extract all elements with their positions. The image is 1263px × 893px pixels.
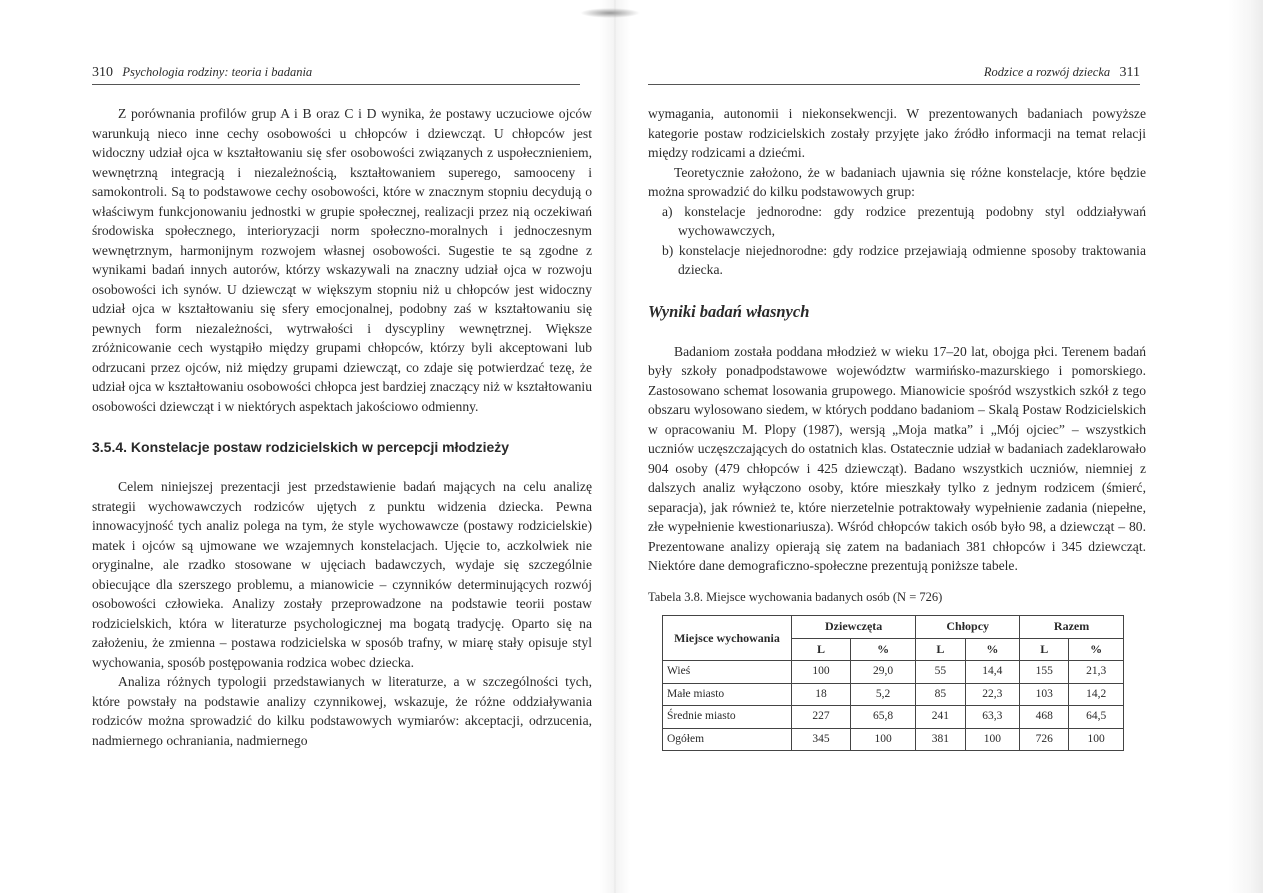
table-corner-header: Miejsce wychowania [663, 616, 792, 661]
subsection-heading: Wyniki badań własnych [648, 301, 810, 321]
scan-gutter-shadow [600, 0, 630, 893]
paragraph: Z porównania profilów grup A i B oraz C i D wynika, że postawy uczuciowe ojców warunkują nieco inne cechy osobowości u chłopców i dziewcząt. U chłopców jest widoczny udział ojca w kształtowaniu się sfer osobowości związanych z uspołecznieniem, wewnętrzną integracją i niezależnością, kształtowaniem superego, samooceny i samokontroli. Są to podstawowe cechy osobowości, które w znacznym stopniu decydują o właściwym funkcjonowaniu jednostki w grupie społecznej, realizacji przez nią oczekiwań środowiska społecznego, interioryzacji norm społeczno-moralnych i jednoczesnym wewnętrznym, harmonijnym rozwojem własnej osobowości. Sugestie te są zgodne z wynikami badań innych autorów, którzy wskazywali na znaczny udział ojca w rozwoju osobowości ich synów. U dziewcząt w większym stopniu niż u chłopców jest widoczny udział ojca w kształtowaniu się sfery emocjonalnej, podobny zaś w kształtowaniu się pewnych form niezależności, wytrwałości i dyscypliny wewnętrznej. Większe zróżnicowanie cech wystąpiło między grupami chłopców, którzy byli akceptowani lub odrzucani przez ojców, niż między grupami dziewcząt, co zdaje się potwierdzać tezę, że udział ojca w kształtowaniu osobowości chłopca jest bardziej znaczący niż w kształtowaniu osobowości dziewcząt i w niektórych aspektach jakościowo odmienny. [92, 106, 592, 414]
table-row-label: Małe miasto [663, 683, 792, 706]
table-row-label: Średnie miasto [663, 706, 792, 729]
table-group-header: Dziewczęta [792, 616, 916, 639]
constellation-list [648, 202, 1146, 280]
table-cell: 63,3 [965, 706, 1020, 729]
left-page-body [92, 104, 592, 750]
paragraph: Badaniom została poddana młodzież w wieku 17–20 lat, obojga płci. Terenem badań były szkoły ponadpodstawowe województw warmińsko-mazurskiego i pomorskiego. Zastosowano schemat losowania grupowego. Mianowicie spośród wszystkich szkół z tego obszaru wylosowano siedem, w których poddano badaniom – Skalą Postaw Rodzicielskich w opracowaniu M. Plopy (1987), wersją „Moja matka” i „Mój ojciec” – wszystkich uczniów uczęszczających do ostatnich klas. Ostatecznie udział w badaniach zadeklarowało 904 osoby (479 chłopców i 425 dziewcząt). Badano wszystkich uczniów, niemniej z dalszych analiz wyłączono osoby, które mieszkały tylko z jednym rodzicem (śmierć, separacja), jak również te, które nierzetelnie potraktowały wypełnienie zadania (niepełne, złe wypełnienie kwestionariusza). Wśród chłopców takich osób było 98, a dziewcząt – 80. Prezentowane analizy opierają się zatem na badaniach 381 chłopców i 345 dziewcząt. Niektóre dane demograficzno-społeczne prezentują poniższe tabele. [648, 343, 1146, 573]
right-running-title: Rodzice a rozwój dziecka [983, 65, 1111, 79]
table-cell: 155 [1020, 661, 1069, 684]
table-row-label: Ogółem [663, 728, 792, 751]
table-cell: 345 [792, 728, 851, 751]
table-cell: 18 [792, 683, 851, 706]
table-sub-header: % [965, 638, 1020, 661]
table-cell: 55 [916, 661, 965, 684]
section-heading: 3.5.4. Konstelacje postaw rodzicielskich w percepcji młodzieży [92, 439, 510, 455]
upbringing-place-table [662, 615, 1124, 751]
paragraph-continued: wymagania, autonomii i niekonsekwencji. W prezentowanych badaniach powyższe kategorie postaw rodzicielskich zostały przyjęte jako źródło informacji na temat relacji między rodzicami a dziećmi. [648, 106, 1146, 160]
table-sub-header: L [916, 638, 965, 661]
scan-edge-shadow [1228, 0, 1263, 893]
table-row-label: Wieś [663, 661, 792, 684]
left-book-title: Psychologia rodziny: teoria i badania [122, 65, 313, 79]
table-row [663, 728, 1124, 751]
table-cell: 381 [916, 728, 965, 751]
table-cell: 241 [916, 706, 965, 729]
left-page-number: 310 [92, 65, 113, 80]
table-cell: 468 [1020, 706, 1069, 729]
table-row [663, 706, 1124, 729]
table-cell: 29,0 [850, 661, 915, 684]
table-cell: 21,3 [1069, 661, 1124, 684]
left-running-head [92, 64, 580, 85]
table-cell: 100 [1069, 728, 1124, 751]
table-cell: 14,2 [1069, 683, 1124, 706]
table-cell: 100 [965, 728, 1020, 751]
table-group-header: Chłopcy [916, 616, 1020, 639]
paragraph: Analiza różnych typologii przedstawianych w literaturze, a w szczególności tych, które powstały na podstawie analizy czynnikowej, wskazuje, że różne oddziaływania rodziców można sprowadzić do kilku podstawowych wymiarów: akceptacji, odrzucenia, nadmiernego ochraniania, nadmiernego [92, 674, 592, 748]
list-item: a) konstelacje jednorodne: gdy rodzice prezentują podobny styl oddziaływań wychowawczych, [662, 203, 1146, 238]
paragraph: Teoretycznie założono, że w badaniach ujawnia się różne konstelacje, które będzie można sprowadzić do kilku podstawowych grup: [648, 164, 1146, 199]
scan-artifact [580, 8, 640, 18]
table-group-header: Razem [1020, 616, 1124, 639]
table-cell: 65,8 [850, 706, 915, 729]
table-cell: 64,5 [1069, 706, 1124, 729]
table-cell: 5,2 [850, 683, 915, 706]
table-cell: 85 [916, 683, 965, 706]
table-cell: 227 [792, 706, 851, 729]
right-running-head [648, 64, 1140, 85]
right-page-body [648, 104, 1146, 751]
list-item: b) konstelacje niejednorodne: gdy rodzice przejawiają odmienne sposoby traktowania dziecka. [662, 242, 1146, 277]
table-sub-header: % [1069, 638, 1124, 661]
table-sub-header: L [792, 638, 851, 661]
table-cell: 100 [792, 661, 851, 684]
right-page-number: 311 [1119, 65, 1140, 80]
table-cell: 726 [1020, 728, 1069, 751]
paragraph: Celem niniejszej prezentacji jest przedstawienie badań mających na celu analizę strategii wychowawczych rodziców ujętych z punktu widzenia dziecka. Pewna innowacyjność tych analiz polega na tym, że style wychowawcze (postawy rodzicielskie) matek i ojców są ujmowane we wzajemnych konstelacjach. Ujęcie to, aczkolwiek nie oryginalne, ale rzadko stosowane w ujęciach badawczych, wydaje się szczególnie obiecujące dla szerszego problemu, a mianowicie – czynników determinujących rozwój osobowości człowieka. Analizy zostały przeprowadzone na podstawie teorii postaw rodzicielskich, która w literaturze psychologicznej ma bogatą tradycję. Oparto się na założeniu, że zmienna – postawa rodzicielska w sposób trafny, w miarę stały opisuje styl wychowania, sposób postępowania rodzica wobec dziecka. [92, 479, 592, 670]
table-cell: 103 [1020, 683, 1069, 706]
table-cell: 100 [850, 728, 915, 751]
table-row [663, 661, 1124, 684]
table-sub-header: L [1020, 638, 1069, 661]
table-cell: 22,3 [965, 683, 1020, 706]
table-row [663, 683, 1124, 706]
table-sub-header: % [850, 638, 915, 661]
table-caption: Tabela 3.8. Miejsce wychowania badanych osób (N = 726) [648, 589, 943, 604]
table-cell: 14,4 [965, 661, 1020, 684]
